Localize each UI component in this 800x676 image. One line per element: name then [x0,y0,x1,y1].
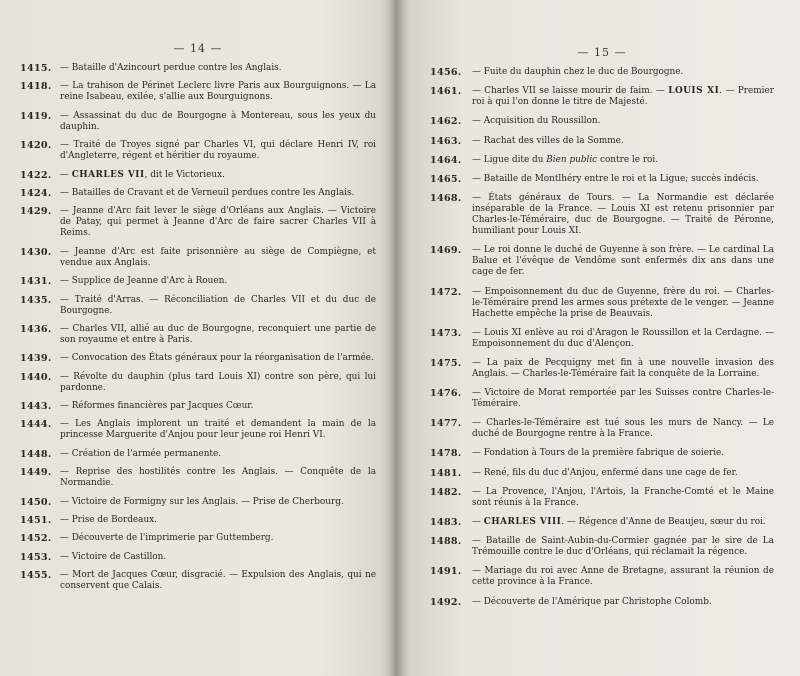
chronology-entry [20,247,376,269]
entry-year: 1476. [430,388,462,400]
chronology-entry [430,136,774,147]
entry-text: — Rachat des villes de la Somme. [472,135,624,146]
entry-text: — Découverte de l'Amérique par Christophe Colomb. [472,596,712,607]
chronology-entry [430,597,774,608]
chronology-entry [430,536,774,558]
chronology-entry [430,517,774,528]
chronology-entry [20,324,376,346]
entry-year: 1440. [20,371,52,383]
entry-year: 1429. [20,206,52,218]
entry-text: — Charles VII, allié au duc de Bourgogne, reconquiert une partie de son royaume et entre à Paris. [60,323,376,345]
entry-text: — Le roi donne le duché de Guyenne à son frère. — Le cardinal La Balue et l'évêque de Vendôme sont enfermés dix ans dans une cage de fer. [472,245,774,278]
entry-text: — Empoisonnement du duc de Guyenne, frère du roi. — Charles-le-Téméraire prend les armes sous prétexte de le venger. — Jeanne Hachette empêche la prise de Beauvais. [472,286,774,319]
italic-term: Bien public [546,154,598,165]
chronology-entry [430,155,774,166]
entry-text: — Découverte de l'imprimerie par Guttemberg. [60,533,274,544]
chronology-entry [430,287,774,320]
chronology-entry [430,418,774,440]
entry-year: 1449. [20,467,52,479]
entry-text: — Révolte du dauphin (plus tard Louis XI) contre son père, qui lui pardonne. [60,371,376,393]
chronology-entry [430,566,774,588]
entry-text: — Victoire de Castillon. [60,551,167,562]
entry-year: 1477. [430,418,462,430]
entry-text: — Prise de Bordeaux. [60,515,158,526]
entry-text: — Louis XI enlève au roi d'Aragon le Roussillon et la Cerdagne. — Empoisonnement du duc d'Alençon. [472,327,774,349]
chronology-entry [20,372,376,394]
chronology-entry [430,358,774,380]
entry-year: 1422. [20,169,52,181]
entry-year: 1424. [20,187,52,199]
entry-text: — Traité de Troyes signé par Charles VI, qui déclare Henri IV, roi d'Angleterre, régent et héritier du royaume. [60,140,376,162]
entry-text: — États généraux de Tours. — La Normandie est déclarée inséparable de la France. — Louis XI est retenu prisonnier par Charles-le-Téméraire, duc de Bourgogne. — Traité de Péronne, humiliant pour Louis XI. [472,193,774,237]
chronology-list [20,63,376,592]
entry-year: 1483. [430,517,462,528]
chronology-entry [20,401,376,412]
entry-text: — Jeanne d'Arc est faite prisonnière au siège de Compiègne, et vendue aux Anglais. [60,246,376,268]
entry-year: 1435. [20,294,52,306]
entry-year: 1465. [430,173,462,185]
entry-year: 1482. [430,486,462,498]
left-page [0,0,390,676]
entry-year: 1464. [430,154,462,166]
entry-text: — Mort de Jacques Cœur, disgracié. — Expulsion des Anglais, qui ne conservent que Calais. [60,570,376,592]
entry-year: 1461. [430,86,462,98]
chronology-entry [20,295,376,317]
chronology-entry [430,245,774,278]
chronology-entry [20,552,376,563]
chronology-entry [20,515,376,526]
chronology-entry [430,67,774,78]
entry-text: — Fondation à Tours de la première fabrique de soierie. [472,448,725,459]
chronology-entry [430,116,774,127]
entry-text: — Bataille de Montlhéry entre le roi et la Ligue; succès indécis. [472,173,759,184]
entry-year: 1456. [430,67,462,78]
entry-year: 1453. [20,551,52,563]
chronology-entry [20,170,376,181]
entry-text: — Supplice de Jeanne d'Arc à Rouen. [60,276,228,287]
chronology-entry [20,497,376,508]
entry-text: — Reprise des hostilités contre les Anglais. — Conquête de la Normandie. [60,467,376,489]
entry-year: 1439. [20,353,52,365]
chronology-entry [20,353,376,364]
entry-year: 1473. [430,327,462,339]
chronology-entry [430,468,774,479]
chronology-entry [20,63,376,74]
chronology-entry [430,193,774,237]
entry-text: — Acquisition du Roussillon. [472,116,601,127]
entry-text: — Jeanne d'Arc fait lever le siège d'Orléans aux Anglais. — Victoire de Patay, qui permet à Jeanne d'Arc de faire sacrer Charles VII à Reims. [60,206,376,239]
entry-text: — Bataille de Saint-Aubin-du-Cormier gagnée par le sire de La Trémouille contre le duc d'Orléans, qui réclamait la régence. [472,536,774,558]
entry-text: — Charles VII se laisse mourir de faim. — LOUIS XI. — Premier roi à qui l'on donne le titre de Majesté. [472,86,774,108]
chronology-entry [430,328,774,350]
entry-text: — Assassinat du duc de Bourgogne à Montereau, sous les yeux du dauphin. [60,110,376,132]
chronology-entry [20,449,376,460]
entry-text: — René, fils du duc d'Anjou, enfermé dans une cage de fer. [472,467,738,478]
chronology-entry [20,419,376,441]
entry-year: 1491. [430,566,462,578]
page-number: — 15 — [577,46,627,59]
entry-year: 1451. [20,515,52,527]
entry-text: — Création de l'armée permanente. [60,448,222,459]
entry-text: — Ligue dite du Bien public contre le roi. [472,154,659,165]
entry-year: 1444. [20,419,52,431]
chronology-entry [20,188,376,199]
entry-year: 1492. [430,596,462,608]
entry-text: — Bataille d'Azincourt perdue contre les Anglais. [60,63,282,73]
entry-year: 1462. [430,116,462,128]
king-name: CHARLES VII [71,169,145,180]
entry-year: 1481. [430,467,462,479]
chronology-entry [20,467,376,489]
page-number: — 14 — [173,42,223,55]
entry-year: 1468. [430,193,462,205]
right-page [400,0,800,676]
entry-year: 1419. [20,110,52,122]
entry-text: — Les Anglais implorent un traité et demandent la main de la princesse Marguerite d'Anjou pour leur jeune roi Henri VI. [60,419,376,441]
entry-text: — Batailles de Cravant et de Verneuil perdues contre les Anglais. [60,187,355,198]
entry-text: — Fuite du dauphin chez le duc de Bourgogne. [472,67,684,77]
entry-year: 1448. [20,448,52,460]
entry-year: 1436. [20,323,52,335]
entry-year: 1472. [430,286,462,298]
entry-text: — Réformes financières par Jacques Cœur. [60,401,254,412]
entry-year: 1431. [20,276,52,288]
entry-year: 1443. [20,401,52,413]
entry-year: 1452. [20,533,52,545]
chronology-entry [430,86,774,108]
entry-year: 1469. [430,245,462,257]
entry-text: — CHARLES VII, dit le Victorieux. [60,169,225,180]
chronology-entry [20,111,376,133]
chronology-entry [20,276,376,287]
entry-text: — CHARLES VIII. — Régence d'Anne de Beaujeu, sœur du roi. [472,517,766,527]
entry-year: 1475. [430,357,462,369]
chronology-entry [20,570,376,592]
chronology-entry [20,81,376,103]
chronology-entry [20,533,376,544]
entry-year: 1478. [430,448,462,460]
entry-year: 1420. [20,140,52,152]
entry-text: — Mariage du roi avec Anne de Bretagne, assurant la réunion de cette province à la France. [472,566,774,588]
chronology-entry [20,206,376,239]
entry-year: 1430. [20,246,52,258]
entry-year: 1418. [20,81,52,93]
chronology-entry [20,140,376,162]
entry-text: — Charles-le-Téméraire est tué sous les murs de Nancy. — Le duché de Bourgogne rentre à la France. [472,418,774,440]
entry-year: 1450. [20,496,52,508]
entry-year: 1488. [430,536,462,548]
entry-year: 1463. [430,135,462,147]
king-name: LOUIS XI [668,86,720,97]
entry-text: — Traité d'Arras. — Réconciliation de Charles VII et du duc de Bourgogne. [60,294,376,316]
entry-text: — Convocation des États généraux pour la réorganisation de l'armée. [60,353,374,364]
entry-text: — Victoire de Morat remportée par les Suisses contre Charles-le-Téméraire. [472,388,774,410]
king-name: CHARLES VIII [483,517,562,527]
entry-text: — La paix de Pecquigny met fin à une nouvelle invasion des Anglais. — Charles-le-Téméraire fait la conquête de la Lorraine. [472,357,774,379]
chronology-entry [430,174,774,185]
chronology-entry [430,487,774,509]
entry-text: — La Provence, l'Anjou, l'Artois, la Franche-Comté et le Maine sont réunis à la France. [472,486,774,508]
entry-text: — Victoire de Formigny sur les Anglais. — Prise de Cherbourg. [60,496,344,507]
chronology-list [430,67,774,608]
entry-year: 1455. [20,570,52,582]
chronology-entry [430,388,774,410]
entry-text: — La trahison de Périnet Leclerc livre Paris aux Bourguignons. — La reine Isabeau, exilée, s'allie aux Bourguignons. [60,81,376,103]
chronology-entry [430,448,774,459]
entry-year: 1415. [20,63,52,74]
